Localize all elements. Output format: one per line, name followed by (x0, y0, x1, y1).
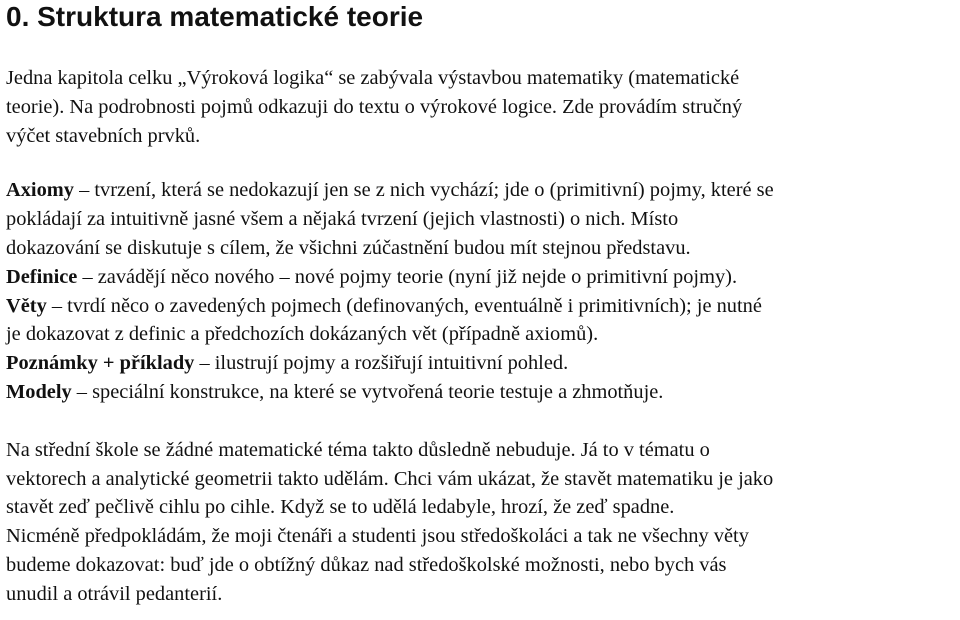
closing-line: vektorech a analytické geometrii takto udělám. Chci vám ukázat, že stavět matematiku je jako (6, 467, 774, 490)
building-blocks-list (6, 176, 956, 406)
term-poznamky: Poznámky + příklady (6, 352, 195, 375)
axiomy-text: – tvrzení, která se nedokazují jen se z nich vychází; jde o (primitivní) pojmy, které se (73, 179, 774, 202)
axiomy-text: pokládají za intuitivně jasné všem a nějaká tvrzení (jejich vlastnosti) o nich. Místo (6, 208, 679, 231)
closing-line: budeme dokazovat: buď jde o obtížný důkaz nad středoškolské možnosti, nebo bych vás (6, 553, 727, 576)
closing-paragraph (6, 436, 956, 609)
document-page (6, 0, 956, 620)
closing-line: stavět zeď pečlivě cihlu po cihle. Když se to udělá ledabyle, hrozí, že zeď spadne. (6, 496, 675, 519)
vety-text: je dokazovat z definic a předchozích dokázaných vět (případně axiomů). (6, 323, 599, 346)
item-modely (6, 378, 956, 407)
intro-line: teorie). Na podrobnosti pojmů odkazuji do textu o výrokové logice. Zde provádím stručný (6, 95, 743, 118)
intro-line: výčet stavebních prvků. (6, 124, 201, 147)
item-poznamky (6, 349, 956, 378)
item-axiomy (6, 176, 956, 262)
poznamky-text: – ilustrují pojmy a rozšiřují intuitivní pohled. (194, 352, 569, 375)
chapter-heading: 0. Struktura matematické teorie (6, 1, 424, 32)
item-definice (6, 263, 956, 292)
term-axiomy: Axiomy (6, 179, 74, 202)
term-modely: Modely (6, 380, 72, 403)
definice-text: – zavádějí něco nového – nové pojmy teorie (nyní již nejde o primitivní pojmy). (77, 265, 738, 288)
vety-text: – tvrdí něco o zavedených pojmech (definovaných, eventuálně i primitivních); je nutné (46, 294, 762, 317)
axiomy-text: dokazování se diskutuje s cílem, že všichni zúčastnění budou mít stejnou představu. (6, 236, 691, 259)
item-vety (6, 292, 956, 350)
intro-paragraph (6, 64, 956, 150)
closing-line: Na střední škole se žádné matematické téma takto důsledně nebuduje. Já to v tématu o (6, 438, 710, 461)
term-vety: Věty (6, 294, 47, 317)
term-definice: Definice (6, 265, 78, 288)
modely-text: – speciální konstrukce, na které se vytvořená teorie testuje a zhmotňuje. (71, 380, 664, 403)
closing-line: Nicméně předpokládám, že moji čtenáři a studenti jsou středoškoláci a tak ne všechny věty (6, 525, 749, 548)
intro-line: Jedna kapitola celku „Výroková logika“ se zabývala výstavbou matematiky (matematické (6, 67, 740, 89)
closing-line: unudil a otrávil pedanterií. (6, 582, 223, 605)
